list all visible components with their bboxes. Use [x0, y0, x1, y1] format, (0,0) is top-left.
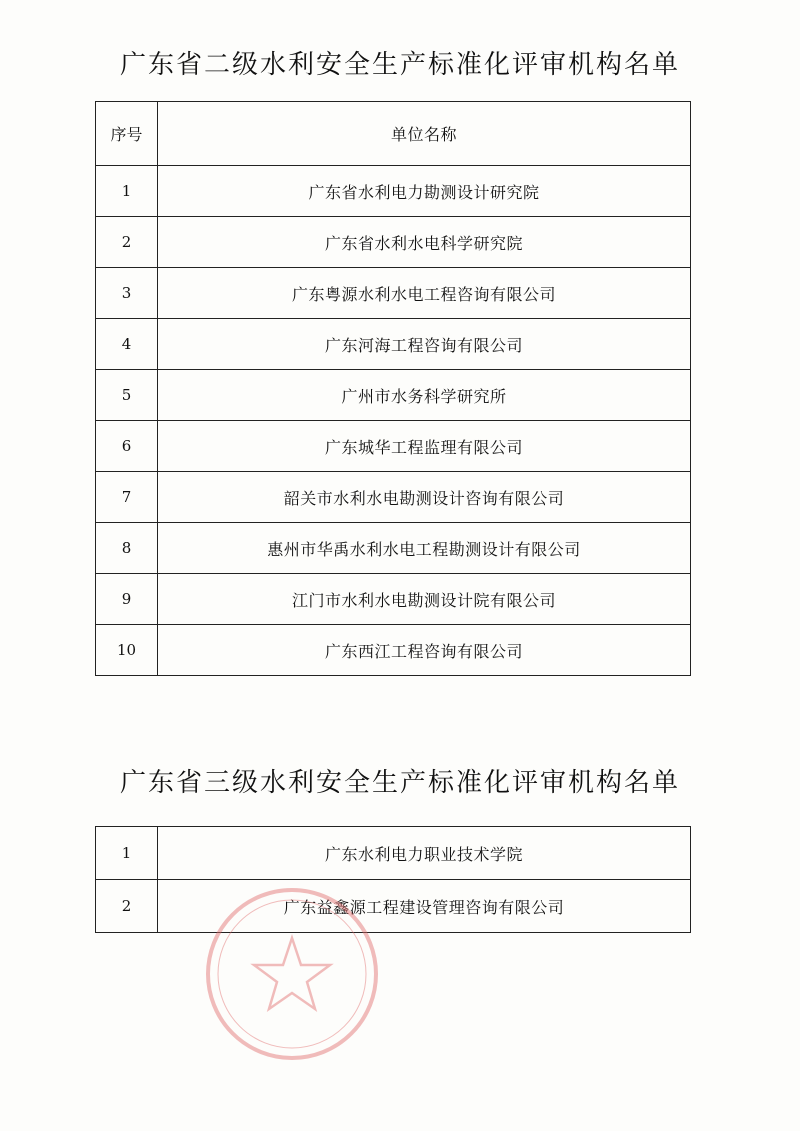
- table-row: [96, 370, 691, 421]
- table-row: [96, 166, 691, 217]
- row-name: 广东河海工程咨询有限公司: [158, 319, 691, 370]
- row-name: 广东西江工程咨询有限公司: [158, 625, 691, 676]
- row-index: 1: [96, 166, 158, 217]
- table-row: [96, 472, 691, 523]
- row-name: 广东粤源水利水电工程咨询有限公司: [158, 268, 691, 319]
- row-name: 广东水利电力职业技术学院: [158, 827, 691, 880]
- row-name: 惠州市华禹水利水电工程勘测设计有限公司: [158, 523, 691, 574]
- row-name: 广东城华工程监理有限公司: [158, 421, 691, 472]
- table-row: [96, 625, 691, 676]
- table-row: [96, 217, 691, 268]
- table-row: [96, 880, 691, 933]
- row-name: 广东益鑫源工程建设管理咨询有限公司: [158, 880, 691, 933]
- row-name: 广东省水利电力勘测设计研究院: [158, 166, 691, 217]
- header-name: 单位名称: [158, 102, 691, 166]
- section1-title: 广东省二级水利安全生产标准化评审机构名单: [119, 50, 680, 80]
- header-index: 序号: [96, 102, 158, 166]
- row-index: 2: [96, 217, 158, 268]
- row-index: 5: [96, 370, 158, 421]
- row-index: 7: [96, 472, 158, 523]
- section2-table: [95, 826, 691, 933]
- row-name: 江门市水利水电勘测设计院有限公司: [158, 574, 691, 625]
- official-seal-icon: [204, 886, 380, 1062]
- table-row: [96, 421, 691, 472]
- section2-title: 广东省三级水利安全生产标准化评审机构名单: [119, 768, 680, 798]
- table-row: [96, 319, 691, 370]
- row-name: 广东省水利水电科学研究院: [158, 217, 691, 268]
- table-row: [96, 268, 691, 319]
- row-name: 韶关市水利水电勘测设计咨询有限公司: [158, 472, 691, 523]
- table-header-row: [96, 102, 691, 166]
- row-index: 3: [96, 268, 158, 319]
- row-index: 8: [96, 523, 158, 574]
- row-index: 4: [96, 319, 158, 370]
- row-index: 1: [96, 827, 158, 880]
- row-name: 广州市水务科学研究所: [158, 370, 691, 421]
- row-index: 6: [96, 421, 158, 472]
- row-index: 10: [96, 625, 158, 676]
- table-row: [96, 827, 691, 880]
- table-row: [96, 574, 691, 625]
- section1-table: [95, 101, 691, 676]
- row-index: 9: [96, 574, 158, 625]
- table-row: [96, 523, 691, 574]
- row-index: 2: [96, 880, 158, 933]
